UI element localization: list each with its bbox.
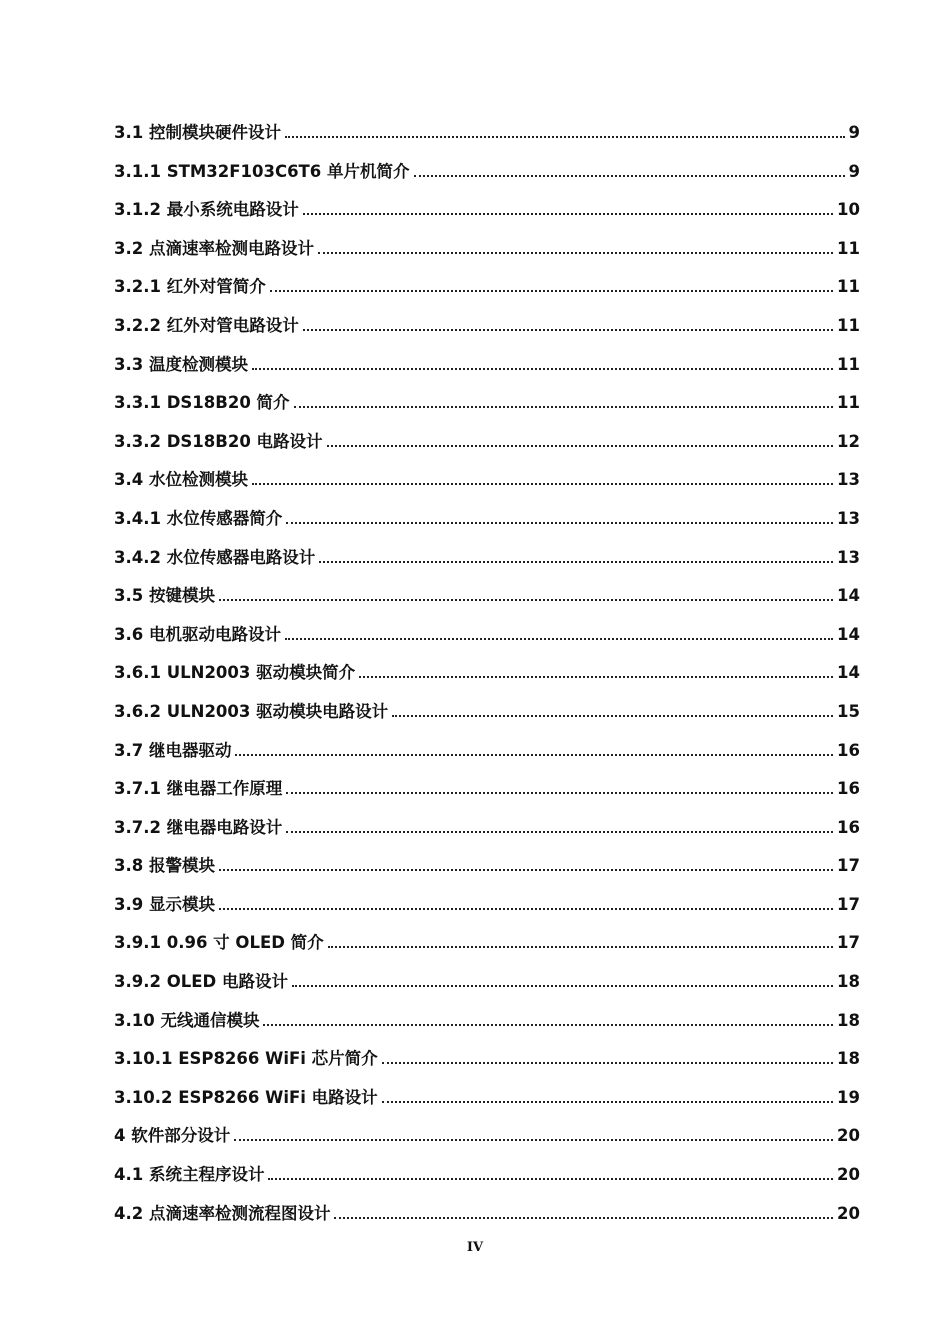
- toc-leader-dots: [219, 599, 833, 601]
- toc-entry-page: 11: [837, 277, 860, 297]
- toc-entry[interactable]: [114, 504, 860, 543]
- toc-entry[interactable]: [114, 1160, 860, 1199]
- toc-entry[interactable]: [114, 543, 860, 582]
- toc-leader-dots: [328, 946, 833, 948]
- table-of-contents: [114, 118, 860, 1237]
- toc-entry-page: 18: [837, 1010, 860, 1030]
- toc-entry[interactable]: [114, 350, 860, 389]
- toc-entry-page: 17: [837, 856, 860, 876]
- toc-entry[interactable]: [114, 890, 860, 929]
- toc-entry[interactable]: [114, 581, 860, 620]
- toc-entry-page: 14: [837, 624, 860, 644]
- toc-entry-page: 18: [837, 1049, 860, 1069]
- toc-leader-dots: [303, 329, 833, 331]
- toc-entry-page: 12: [837, 431, 860, 451]
- toc-leader-dots: [382, 1101, 833, 1103]
- toc-entry-title: 3.8 报警模块: [114, 856, 215, 876]
- toc-entry-title: 3.9.1 0.96 寸 OLED 简介: [114, 933, 324, 953]
- toc-entry-page: 15: [837, 701, 860, 721]
- toc-entry-page: 13: [837, 508, 860, 528]
- toc-entry-page: 9: [848, 123, 860, 142]
- toc-leader-dots: [319, 561, 833, 563]
- toc-entry[interactable]: [114, 234, 860, 273]
- toc-entry-title: 3.9 显示模块: [114, 894, 215, 914]
- toc-entry[interactable]: [114, 967, 860, 1006]
- toc-entry-page: 18: [837, 972, 860, 992]
- toc-entry-page: 13: [837, 547, 860, 567]
- toc-leader-dots: [286, 831, 833, 833]
- toc-entry[interactable]: [114, 157, 860, 196]
- toc-leader-dots: [219, 869, 833, 871]
- toc-entry-title: 3.4.1 水位传感器简介: [114, 508, 283, 528]
- toc-leader-dots: [392, 715, 833, 717]
- toc-leader-dots: [303, 213, 833, 215]
- toc-entry-page: 14: [837, 663, 860, 683]
- toc-leader-dots: [252, 483, 833, 485]
- toc-entry-page: 11: [837, 315, 860, 335]
- toc-entry[interactable]: [114, 736, 860, 775]
- toc-entry[interactable]: [114, 774, 860, 813]
- toc-entry-title: 3.1.2 最小系统电路设计: [114, 200, 299, 220]
- toc-entry[interactable]: [114, 427, 860, 466]
- toc-entry-page: 11: [837, 393, 860, 413]
- toc-entry-title: 3.1.1 STM32F103C6T6 单片机简介: [114, 161, 410, 181]
- toc-entry[interactable]: [114, 311, 860, 350]
- toc-entry[interactable]: [114, 658, 860, 697]
- toc-entry[interactable]: [114, 1083, 860, 1122]
- toc-leader-dots: [263, 1024, 833, 1026]
- toc-entry-title: 3.7.2 继电器电路设计: [114, 817, 283, 837]
- toc-entry-title: 3.6.2 ULN2003 驱动模块电路设计: [114, 701, 389, 721]
- toc-entry[interactable]: [114, 272, 860, 311]
- toc-entry[interactable]: [114, 118, 860, 157]
- toc-entry-page: 19: [837, 1087, 860, 1107]
- toc-entry-page: 11: [837, 354, 860, 374]
- toc-entry-page: 16: [837, 740, 860, 760]
- toc-leader-dots: [382, 1062, 833, 1064]
- toc-entry-title: 3.1 控制模块硬件设计: [114, 123, 281, 142]
- toc-leader-dots: [318, 252, 833, 254]
- toc-leader-dots: [294, 406, 833, 408]
- toc-entry[interactable]: [114, 195, 860, 234]
- toc-entry[interactable]: [114, 1006, 860, 1045]
- toc-leader-dots: [285, 638, 833, 640]
- toc-entry[interactable]: [114, 620, 860, 659]
- toc-entry-title: 3.9.2 OLED 电路设计: [114, 972, 288, 992]
- toc-leader-dots: [219, 908, 833, 910]
- toc-entry-page: 16: [837, 817, 860, 837]
- toc-entry-page: 14: [837, 586, 860, 606]
- toc-entry-page: 13: [837, 470, 860, 490]
- page-number: IV: [466, 1240, 484, 1255]
- toc-entry-title: 3.7 继电器驱动: [114, 740, 232, 760]
- toc-entry-title: 3.10.1 ESP8266 WiFi 芯片简介: [114, 1049, 378, 1069]
- toc-leader-dots: [268, 1178, 833, 1180]
- toc-entry[interactable]: [114, 813, 860, 852]
- toc-leader-dots: [234, 1139, 833, 1141]
- toc-entry-title: 3.7.1 继电器工作原理: [114, 779, 283, 799]
- toc-leader-dots: [252, 368, 833, 370]
- toc-entry[interactable]: [114, 388, 860, 427]
- toc-leader-dots: [327, 445, 833, 447]
- toc-entry-title: 3.3.1 DS18B20 简介: [114, 393, 290, 413]
- toc-entry-page: 16: [837, 779, 860, 799]
- toc-entry[interactable]: [114, 1044, 860, 1083]
- toc-entry-page: 20: [837, 1203, 860, 1223]
- toc-entry-title: 3.6 电机驱动电路设计: [114, 624, 281, 644]
- toc-entry-title: 3.6.1 ULN2003 驱动模块简介: [114, 663, 356, 683]
- toc-entry-title: 4 软件部分设计: [114, 1126, 231, 1146]
- toc-leader-dots: [285, 136, 845, 138]
- toc-entry-title: 4.1 系统主程序设计: [114, 1165, 265, 1185]
- toc-entry-page: 20: [837, 1165, 860, 1185]
- toc-entry-title: 3.2.2 红外对管电路设计: [114, 315, 299, 335]
- toc-entry-title: 3.2 点滴速率检测电路设计: [114, 238, 314, 258]
- toc-entry[interactable]: [114, 697, 860, 736]
- toc-entry[interactable]: [114, 851, 860, 890]
- toc-entry-title: 3.3 温度检测模块: [114, 354, 248, 374]
- toc-leader-dots: [235, 754, 833, 756]
- toc-leader-dots: [286, 792, 833, 794]
- toc-entry-title: 3.2.1 红外对管简介: [114, 277, 266, 297]
- toc-entry-page: 11: [837, 238, 860, 258]
- toc-entry[interactable]: [114, 1121, 860, 1160]
- toc-entry-title: 3.5 按键模块: [114, 586, 215, 606]
- toc-entry-title: 3.3.2 DS18B20 电路设计: [114, 431, 323, 451]
- toc-entry-page: 9: [848, 161, 860, 181]
- toc-entry-title: 4.2 点滴速率检测流程图设计: [114, 1203, 331, 1223]
- toc-entry[interactable]: [114, 465, 860, 504]
- toc-entry-title: 3.4 水位检测模块: [114, 470, 248, 490]
- toc-leader-dots: [414, 175, 845, 177]
- toc-entry[interactable]: [114, 928, 860, 967]
- toc-entry[interactable]: [114, 1199, 860, 1238]
- toc-leader-dots: [359, 676, 833, 678]
- toc-leader-dots: [292, 985, 833, 987]
- toc-leader-dots: [270, 290, 833, 292]
- toc-leader-dots: [334, 1217, 833, 1219]
- toc-entry-title: 3.4.2 水位传感器电路设计: [114, 547, 316, 567]
- toc-entry-page: 20: [837, 1126, 860, 1146]
- toc-entry-title: 3.10 无线通信模块: [114, 1010, 260, 1030]
- toc-entry-title: 3.10.2 ESP8266 WiFi 电路设计: [114, 1087, 378, 1107]
- toc-entry-page: 10: [837, 200, 860, 220]
- toc-entry-page: 17: [837, 894, 860, 914]
- toc-leader-dots: [286, 522, 833, 524]
- toc-entry-page: 17: [837, 933, 860, 953]
